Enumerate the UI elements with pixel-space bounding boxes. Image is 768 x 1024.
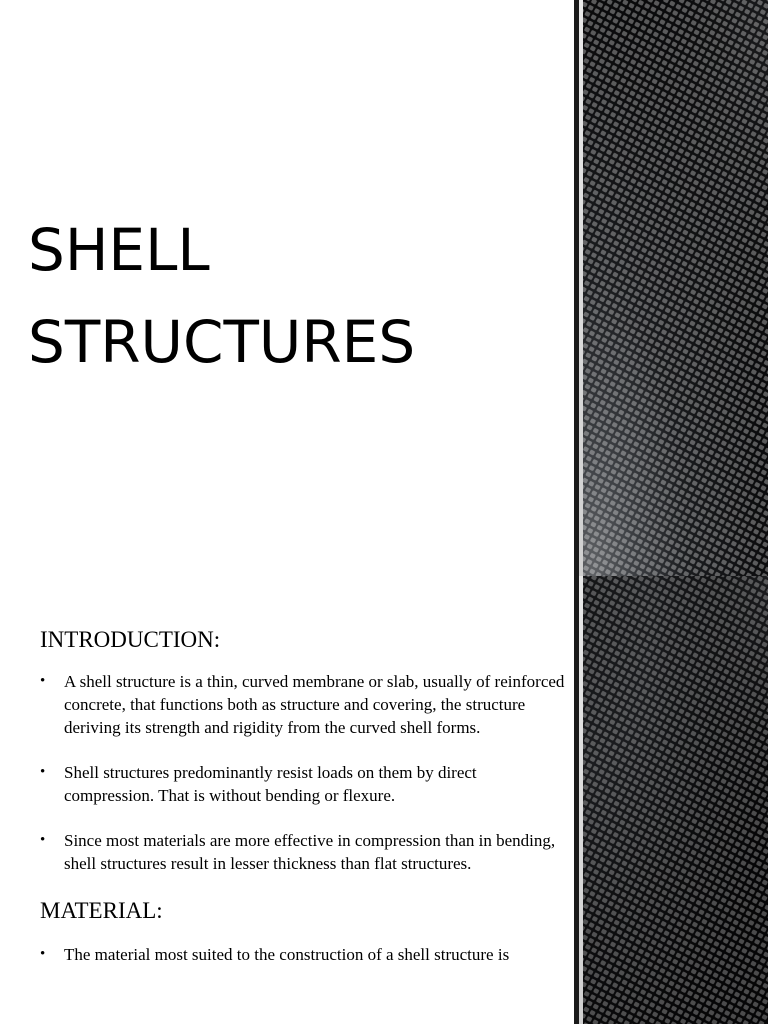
bullet-icon: • [40, 764, 46, 780]
bullet-text: A shell structure is a thin, curved membrane or slab, usually of reinforced concrete, that functions both as structure and covering, the structure deriving its strength and rigidity from the curved shell forms. [64, 672, 565, 737]
title-line-2: STRUCTURES [28, 308, 416, 376]
bullet-text: Shell structures predominantly resist loads on them by direct compression. That is without bending or flexure. [64, 763, 477, 805]
list-item [40, 670, 570, 739]
carbon-mesh-graphic [583, 576, 768, 1024]
material-list [40, 943, 570, 966]
bullet-icon: • [40, 946, 46, 962]
content-slide [0, 576, 768, 1024]
list-item [40, 829, 570, 875]
introduction-heading: INTRODUCTION: [40, 627, 221, 652]
carbon-mesh-graphic [583, 0, 768, 576]
material-heading: MATERIAL: [40, 898, 163, 923]
decorative-band [574, 0, 768, 576]
content-body [40, 626, 570, 966]
bullet-text: The material most suited to the construction of a shell structure is [64, 945, 510, 964]
slide-title [28, 204, 568, 388]
list-item [40, 943, 570, 966]
bullet-icon: • [40, 832, 46, 848]
decorative-band [574, 576, 768, 1024]
bullet-icon: • [40, 673, 46, 689]
title-line-1: SHELL [28, 216, 210, 284]
list-item [40, 761, 570, 807]
bullet-text: Since most materials are more effective in compression than in bending, shell structures result in lesser thickness than flat structures. [64, 831, 556, 873]
introduction-list [40, 670, 570, 875]
